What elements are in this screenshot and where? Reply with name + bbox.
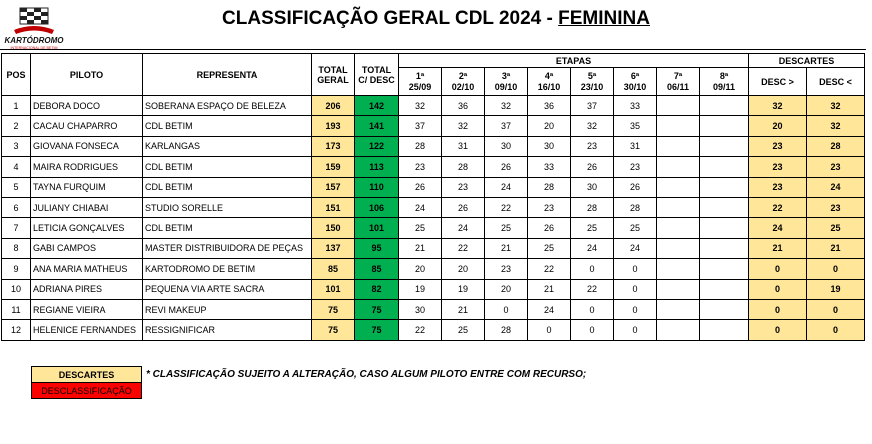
cell-etapa <box>657 238 700 258</box>
cell-etapa: 36 <box>442 96 485 116</box>
svg-text:KARTÓDROMO: KARTÓDROMO <box>4 36 64 45</box>
cell-etapa <box>657 218 700 238</box>
legend-desclassificacao: DESCLASSIFICAÇÃO <box>32 383 142 399</box>
header-etapa: 1ª 25/09 <box>399 68 442 96</box>
header-total-geral: TOTAL GERAL <box>312 54 355 96</box>
cell-etapa <box>700 320 749 340</box>
cell-representa: MASTER DISTRIBUIDORA DE PEÇAS <box>143 238 312 258</box>
cell-desc-min: 23 <box>807 157 865 177</box>
cell-etapa: 37 <box>485 116 528 136</box>
cell-piloto: MAIRA RODRIGUES <box>31 157 143 177</box>
cell-etapa: 35 <box>614 116 657 136</box>
cell-desc-min: 25 <box>807 218 865 238</box>
cell-representa: STUDIO SORELLE <box>143 197 312 217</box>
cell-piloto: ANA MARIA MATHEUS <box>31 259 143 279</box>
cell-total-desc: 95 <box>355 238 399 258</box>
cell-etapa: 30 <box>399 299 442 319</box>
cell-total-desc: 75 <box>355 320 399 340</box>
cell-etapa: 0 <box>571 259 614 279</box>
cell-piloto: JULIANY CHIABAI <box>31 197 143 217</box>
cell-etapa: 19 <box>399 279 442 299</box>
cell-etapa: 30 <box>528 136 571 156</box>
cell-piloto: DEBORA DOCO <box>31 96 143 116</box>
cell-etapa: 19 <box>442 279 485 299</box>
cell-etapa <box>657 177 700 197</box>
cell-desc-max: 0 <box>749 279 807 299</box>
cell-etapa: 28 <box>442 157 485 177</box>
cell-etapa: 28 <box>485 320 528 340</box>
cell-desc-max: 24 <box>749 218 807 238</box>
table-row <box>2 157 865 177</box>
title-divider <box>0 49 866 50</box>
cell-etapa <box>700 116 749 136</box>
cell-etapa: 24 <box>485 177 528 197</box>
cell-etapa <box>657 116 700 136</box>
cell-etapa: 26 <box>399 177 442 197</box>
header-etapas: ETAPAS <box>399 54 749 68</box>
page-title <box>0 8 872 30</box>
cell-etapa: 21 <box>399 238 442 258</box>
cell-etapa <box>700 96 749 116</box>
cell-representa: KARTODROMO DE BETIM <box>143 259 312 279</box>
cell-etapa: 0 <box>571 299 614 319</box>
cell-total-desc: 85 <box>355 259 399 279</box>
cell-etapa: 23 <box>399 157 442 177</box>
cell-etapa: 20 <box>528 116 571 136</box>
cell-total-desc: 101 <box>355 218 399 238</box>
table-row <box>2 197 865 217</box>
cell-etapa: 25 <box>485 218 528 238</box>
cell-etapa: 21 <box>442 299 485 319</box>
cell-etapa: 26 <box>571 157 614 177</box>
cell-representa: KARLANGAS <box>143 136 312 156</box>
cell-etapa: 26 <box>614 177 657 197</box>
cell-etapa: 21 <box>485 238 528 258</box>
cell-desc-min: 24 <box>807 177 865 197</box>
cell-etapa: 31 <box>442 136 485 156</box>
cell-total-geral: 151 <box>312 197 355 217</box>
cell-piloto: HELENICE FERNANDES <box>31 320 143 340</box>
footnote: * CLASSIFICAÇÃO SUJEITO A ALTERAÇÃO, CASO ALGUM PILOTO ENTRE COM RECURSO; <box>146 369 587 380</box>
cell-total-geral: 193 <box>312 116 355 136</box>
cell-etapa: 23 <box>571 136 614 156</box>
cell-etapa <box>700 177 749 197</box>
cell-total-geral: 159 <box>312 157 355 177</box>
cell-desc-max: 32 <box>749 96 807 116</box>
cell-desc-min: 0 <box>807 299 865 319</box>
cell-representa: REVI MAKEUP <box>143 299 312 319</box>
cell-desc-min: 21 <box>807 238 865 258</box>
cell-etapa <box>700 299 749 319</box>
cell-pos: 12 <box>2 320 31 340</box>
cell-etapa: 25 <box>571 218 614 238</box>
cell-desc-max: 0 <box>749 299 807 319</box>
cell-total-desc: 75 <box>355 299 399 319</box>
cell-desc-max: 23 <box>749 136 807 156</box>
cell-pos: 4 <box>2 157 31 177</box>
cell-etapa: 0 <box>614 279 657 299</box>
title-main: CLASSIFICAÇÃO GERAL CDL 2024 - <box>222 8 559 29</box>
cell-etapa <box>657 197 700 217</box>
header-desc-max: DESC > <box>749 68 807 96</box>
cell-etapa: 24 <box>614 238 657 258</box>
table-row <box>2 116 865 136</box>
title-category: FEMININA <box>558 8 650 29</box>
cell-total-desc: 82 <box>355 279 399 299</box>
cell-desc-max: 0 <box>749 320 807 340</box>
cell-etapa: 33 <box>614 96 657 116</box>
header-etapa: 4ª 16/10 <box>528 68 571 96</box>
cell-desc-max: 22 <box>749 197 807 217</box>
cell-representa: CDL BETIM <box>143 157 312 177</box>
cell-etapa <box>700 136 749 156</box>
cell-representa: CDL BETIM <box>143 177 312 197</box>
cell-etapa: 28 <box>528 177 571 197</box>
svg-text:INTERNACIONAL DE BETIM: INTERNACIONAL DE BETIM <box>10 46 58 50</box>
cell-etapa: 0 <box>485 299 528 319</box>
cell-etapa <box>657 136 700 156</box>
cell-etapa: 0 <box>528 320 571 340</box>
cell-etapa: 36 <box>528 96 571 116</box>
cell-total-desc: 141 <box>355 116 399 136</box>
cell-etapa: 21 <box>528 279 571 299</box>
cell-etapa <box>657 299 700 319</box>
cell-etapa <box>700 279 749 299</box>
cell-total-desc: 113 <box>355 157 399 177</box>
cell-etapa: 31 <box>614 136 657 156</box>
classification-table <box>1 53 865 341</box>
cell-desc-max: 21 <box>749 238 807 258</box>
cell-etapa: 0 <box>614 259 657 279</box>
cell-desc-min: 32 <box>807 116 865 136</box>
cell-desc-max: 23 <box>749 177 807 197</box>
cell-total-geral: 157 <box>312 177 355 197</box>
cell-etapa: 28 <box>399 136 442 156</box>
cell-etapa <box>657 259 700 279</box>
cell-etapa: 32 <box>571 116 614 136</box>
cell-etapa: 28 <box>571 197 614 217</box>
cell-pos: 9 <box>2 259 31 279</box>
cell-etapa: 26 <box>485 157 528 177</box>
cell-etapa: 30 <box>571 177 614 197</box>
cell-etapa <box>657 96 700 116</box>
cell-etapa <box>657 279 700 299</box>
cell-pos: 7 <box>2 218 31 238</box>
header-desc-min: DESC < <box>807 68 865 96</box>
cell-total-geral: 101 <box>312 279 355 299</box>
cell-etapa <box>700 157 749 177</box>
cell-etapa: 0 <box>571 320 614 340</box>
cell-etapa: 20 <box>485 279 528 299</box>
cell-etapa: 32 <box>485 96 528 116</box>
table-row <box>2 320 865 340</box>
header-etapa: 2ª 02/10 <box>442 68 485 96</box>
cell-total-geral: 173 <box>312 136 355 156</box>
cell-etapa: 0 <box>614 320 657 340</box>
cell-etapa: 23 <box>528 197 571 217</box>
cell-etapa: 20 <box>442 259 485 279</box>
table-row <box>2 279 865 299</box>
cell-etapa: 32 <box>399 96 442 116</box>
header-piloto: PILOTO <box>31 54 143 96</box>
cell-etapa: 32 <box>442 116 485 136</box>
cell-pos: 6 <box>2 197 31 217</box>
cell-etapa: 25 <box>528 238 571 258</box>
cell-etapa: 22 <box>442 238 485 258</box>
cell-total-desc: 106 <box>355 197 399 217</box>
cell-etapa: 0 <box>614 299 657 319</box>
table-row <box>2 218 865 238</box>
cell-pos: 10 <box>2 279 31 299</box>
cell-etapa: 22 <box>485 197 528 217</box>
table-row <box>2 299 865 319</box>
table-row <box>2 136 865 156</box>
cell-etapa: 25 <box>614 218 657 238</box>
cell-representa: CDL BETIM <box>143 116 312 136</box>
cell-etapa: 26 <box>528 218 571 238</box>
cell-pos: 3 <box>2 136 31 156</box>
cell-etapa: 23 <box>442 177 485 197</box>
cell-etapa: 37 <box>571 96 614 116</box>
cell-total-desc: 142 <box>355 96 399 116</box>
cell-etapa: 24 <box>571 238 614 258</box>
cell-desc-min: 0 <box>807 320 865 340</box>
cell-total-geral: 75 <box>312 299 355 319</box>
cell-pos: 2 <box>2 116 31 136</box>
table-row <box>2 177 865 197</box>
cell-piloto: CACAU CHAPARRO <box>31 116 143 136</box>
cell-piloto: ADRIANA PIRES <box>31 279 143 299</box>
header-etapa: 3ª 09/10 <box>485 68 528 96</box>
cell-desc-min: 23 <box>807 197 865 217</box>
cell-total-geral: 75 <box>312 320 355 340</box>
cell-etapa: 26 <box>442 197 485 217</box>
cell-total-geral: 150 <box>312 218 355 238</box>
cell-desc-max: 20 <box>749 116 807 136</box>
cell-representa: CDL BETIM <box>143 218 312 238</box>
cell-etapa: 20 <box>399 259 442 279</box>
cell-etapa <box>700 197 749 217</box>
header-etapa: 6ª 30/10 <box>614 68 657 96</box>
cell-piloto: GIOVANA FONSECA <box>31 136 143 156</box>
cell-desc-min: 19 <box>807 279 865 299</box>
cell-etapa: 22 <box>399 320 442 340</box>
header-etapa: 5ª 23/10 <box>571 68 614 96</box>
cell-piloto: LETICIA GONÇALVES <box>31 218 143 238</box>
cell-desc-min: 28 <box>807 136 865 156</box>
cell-pos: 11 <box>2 299 31 319</box>
cell-etapa: 37 <box>399 116 442 136</box>
cell-piloto: TAYNA FURQUIM <box>31 177 143 197</box>
cell-etapa: 24 <box>442 218 485 238</box>
cell-etapa: 23 <box>485 259 528 279</box>
cell-representa: SOBERANA ESPAÇO DE BELEZA <box>143 96 312 116</box>
table-row <box>2 259 865 279</box>
cell-desc-min: 32 <box>807 96 865 116</box>
legend-descartes: DESCARTES <box>32 367 142 383</box>
header-etapa: 7ª 06/11 <box>657 68 700 96</box>
cell-etapa: 33 <box>528 157 571 177</box>
cell-piloto: GABI CAMPOS <box>31 238 143 258</box>
table-row <box>2 238 865 258</box>
cell-representa: PEQUENA VIA ARTE SACRA <box>143 279 312 299</box>
cell-etapa: 28 <box>614 197 657 217</box>
header-representa: REPRESENTA <box>143 54 312 96</box>
header-descartes: DESCARTES <box>749 54 865 68</box>
cell-etapa: 24 <box>528 299 571 319</box>
cell-desc-max: 23 <box>749 157 807 177</box>
header-etapa: 8ª 09/11 <box>700 68 749 96</box>
cell-total-geral: 206 <box>312 96 355 116</box>
cell-etapa: 24 <box>399 197 442 217</box>
cell-total-desc: 110 <box>355 177 399 197</box>
cell-etapa: 25 <box>399 218 442 238</box>
cell-desc-min: 0 <box>807 259 865 279</box>
cell-desc-max: 0 <box>749 259 807 279</box>
cell-total-desc: 122 <box>355 136 399 156</box>
cell-etapa <box>700 218 749 238</box>
header-total-desc: TOTAL C/ DESC <box>355 54 399 96</box>
cell-etapa: 22 <box>571 279 614 299</box>
cell-etapa: 22 <box>528 259 571 279</box>
cell-total-geral: 85 <box>312 259 355 279</box>
cell-etapa: 23 <box>614 157 657 177</box>
cell-representa: RESSIGNIFICAR <box>143 320 312 340</box>
table-row <box>2 96 865 116</box>
cell-etapa <box>700 259 749 279</box>
cell-etapa <box>657 320 700 340</box>
legend <box>31 366 142 399</box>
cell-pos: 8 <box>2 238 31 258</box>
cell-etapa: 30 <box>485 136 528 156</box>
cell-etapa <box>700 238 749 258</box>
cell-etapa <box>657 157 700 177</box>
cell-total-geral: 137 <box>312 238 355 258</box>
cell-pos: 1 <box>2 96 31 116</box>
cell-etapa: 25 <box>442 320 485 340</box>
cell-piloto: REGIANE VIEIRA <box>31 299 143 319</box>
header-pos: POS <box>2 54 31 96</box>
cell-pos: 5 <box>2 177 31 197</box>
